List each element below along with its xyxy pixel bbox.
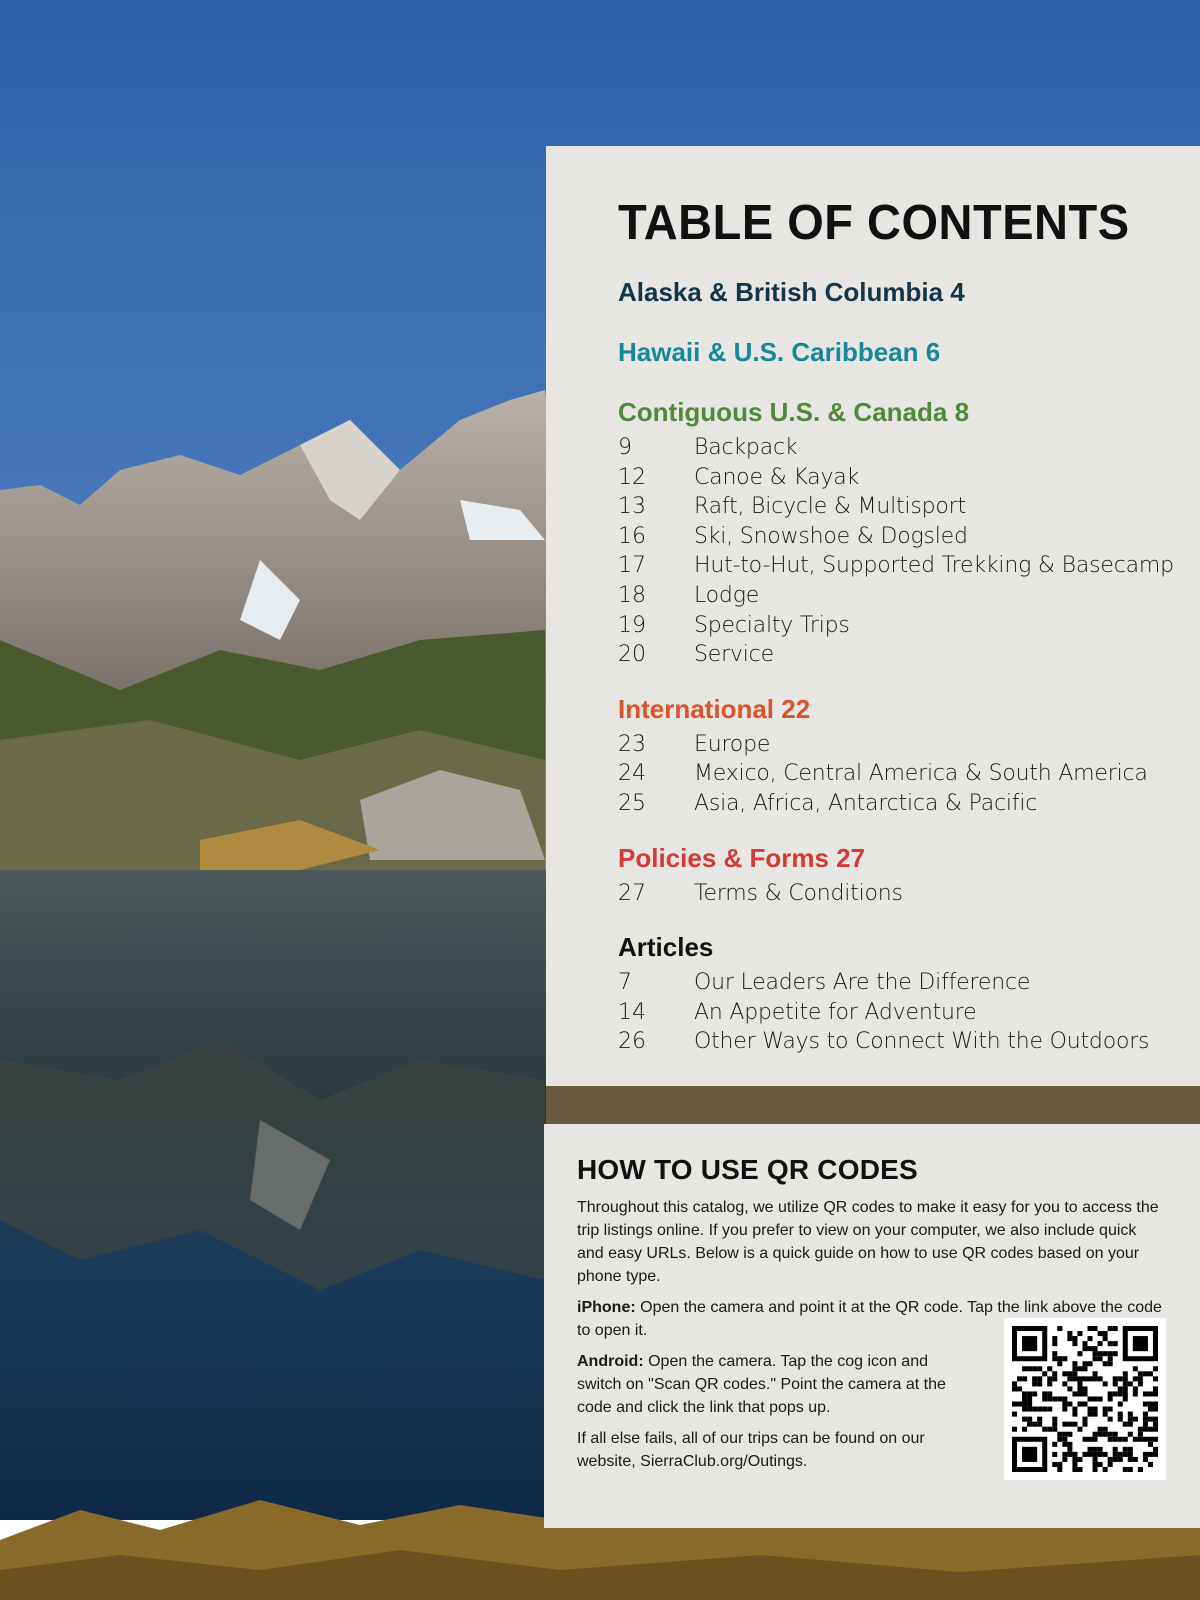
- toc-entry-page: 20: [618, 642, 646, 668]
- toc-entry[interactable]: [618, 789, 1200, 819]
- toc-entry[interactable]: [618, 522, 1200, 552]
- toc-entry-page: 7: [618, 970, 632, 996]
- toc-entry-name: Backpack: [694, 435, 798, 460]
- toc-entry-name: Hut-to-Hut, Supported Trekking & Basecamp: [694, 553, 1174, 579]
- toc-section: [618, 930, 1200, 1057]
- toc-section-heading[interactable]: Contiguous U.S. & Canada 8: [618, 397, 970, 427]
- qr-android-instructions: [577, 1350, 949, 1419]
- toc-entry[interactable]: [618, 998, 1200, 1028]
- toc-entry[interactable]: [618, 640, 1200, 670]
- toc-entry-page: 16: [618, 523, 646, 549]
- toc-section-heading[interactable]: Hawaii & U.S. Caribbean 6: [618, 337, 941, 367]
- qr-code-graphic: [1012, 1326, 1158, 1472]
- qr-fallback: If all else fails, all of our trips can be found on our website, SierraClub.org/Outings.: [577, 1430, 925, 1470]
- toc-entry[interactable]: [618, 492, 1200, 522]
- iphone-text: Open the camera and point it at the QR code. Tap the link above the code to open it.: [577, 1299, 1162, 1339]
- toc-section: [618, 395, 1200, 670]
- toc-entry-name: Asia, Africa, Antarctica & Pacific: [694, 790, 1038, 816]
- toc-entry-page: 26: [618, 1029, 646, 1055]
- toc-entry-name: Lodge: [694, 582, 760, 608]
- qr-instructions-panel: [544, 1124, 1200, 1528]
- toc-title: TABLE OF CONTENTS: [618, 193, 1130, 250]
- toc-section-heading[interactable]: Policies & Forms 27: [618, 842, 866, 873]
- toc-entry-page: 24: [618, 761, 646, 787]
- qr-intro: Throughout this catalog, we utilize QR codes to make it easy for you to access the trip listings online. If you prefer to view on your computer, we also include quick and easy URLs. Below is a quick guide on how to use QR codes based on your phone type.: [577, 1199, 1159, 1285]
- toc-entry[interactable]: [618, 730, 1200, 760]
- iphone-label: iPhone:: [577, 1299, 636, 1316]
- toc-section: [618, 335, 1200, 369]
- toc-section: [618, 275, 1200, 309]
- toc-entry-page: 18: [618, 582, 646, 608]
- toc-entry-page: 13: [618, 494, 646, 520]
- table-of-contents-panel: [546, 146, 1200, 1086]
- toc-entry-name: Mexico, Central America & South America: [694, 761, 1148, 787]
- toc-entry[interactable]: [618, 759, 1200, 789]
- toc-entry-name: Raft, Bicycle & Multisport: [694, 494, 966, 520]
- android-text: Open the camera. Tap the cog icon and switch on "Scan QR codes." Point the camera at the code and click the link that pops up.: [577, 1353, 946, 1416]
- toc-entry-name: Terms & Conditions: [694, 880, 903, 906]
- toc-entry-page: 14: [618, 999, 646, 1025]
- toc-section-heading[interactable]: Alaska & British Columbia 4: [618, 277, 965, 307]
- toc-entry-page: 12: [618, 464, 646, 490]
- toc-entry-name: Europe: [694, 731, 771, 757]
- toc-entry-name: An Appetite for Adventure: [694, 999, 977, 1025]
- toc-entry-page: 27: [618, 880, 646, 906]
- toc-entry[interactable]: [618, 463, 1200, 493]
- toc-entry[interactable]: [618, 1027, 1200, 1057]
- toc-entry-name: Other Ways to Connect With the Outdoors: [694, 1029, 1150, 1055]
- toc-entry-page: 17: [618, 553, 646, 579]
- toc-section-heading[interactable]: International 22: [618, 693, 811, 724]
- toc-entry-page: 25: [618, 790, 646, 816]
- toc-sections: [618, 275, 1200, 1057]
- toc-entry-name: Specialty Trips: [694, 612, 850, 638]
- toc-entry[interactable]: [618, 433, 1200, 463]
- toc-section: [618, 841, 1200, 909]
- toc-entry-name: Ski, Snowshoe & Dogsled: [694, 523, 968, 549]
- toc-entry-page: 23: [618, 731, 646, 757]
- toc-entry[interactable]: [618, 551, 1200, 581]
- toc-section-heading[interactable]: Articles: [618, 932, 714, 963]
- toc-entry-page: 19: [618, 612, 646, 638]
- toc-entry-name: Canoe & Kayak: [694, 464, 860, 490]
- toc-entry-name: Our Leaders Are the Difference: [694, 970, 1031, 996]
- qr-code[interactable]: [1004, 1318, 1166, 1480]
- toc-entry-page: 9: [618, 435, 632, 460]
- toc-entry[interactable]: [618, 611, 1200, 641]
- toc-entry[interactable]: [618, 968, 1200, 998]
- toc-entry-name: Service: [694, 642, 774, 668]
- qr-title: HOW TO USE QR CODES: [577, 1154, 918, 1185]
- toc-section: [618, 692, 1200, 819]
- android-label: Android:: [577, 1353, 644, 1370]
- toc-entry[interactable]: [618, 581, 1200, 611]
- toc-entry[interactable]: [618, 879, 1200, 909]
